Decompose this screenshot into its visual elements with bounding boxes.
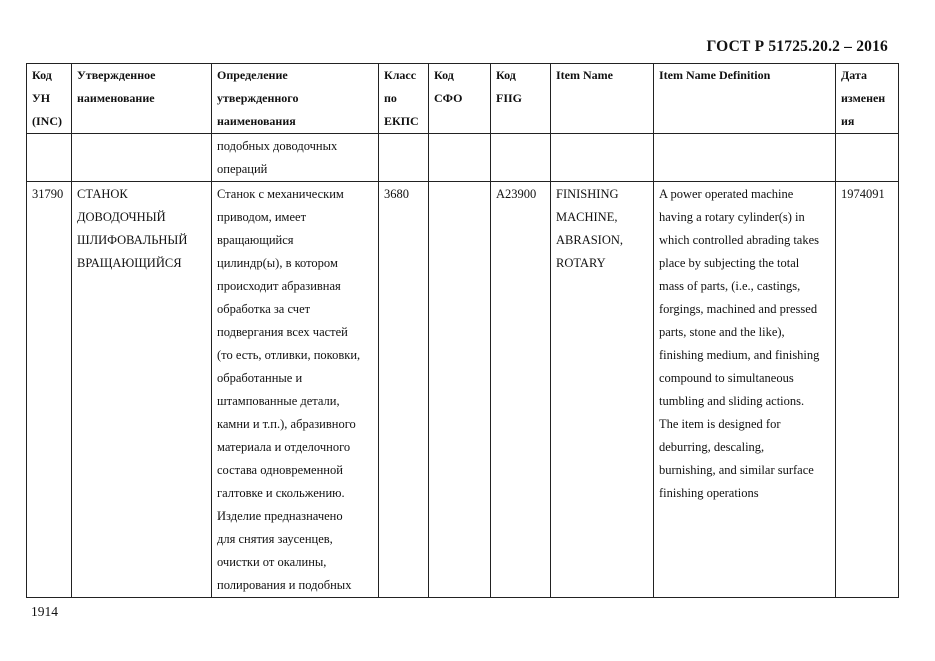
table-header-row xyxy=(27,64,899,134)
cell-empty xyxy=(551,134,654,182)
page-number: 1914 xyxy=(31,604,58,619)
cell-fiig-code: A23900 xyxy=(491,182,551,598)
cell-empty xyxy=(429,134,491,182)
cell-empty xyxy=(379,134,429,182)
cell-sfo-code xyxy=(429,182,491,598)
cell-empty xyxy=(654,134,836,182)
cell-empty xyxy=(836,134,899,182)
document-standard-header: ГОСТ Р 51725.20.2 – 2016 xyxy=(706,38,888,55)
cell-empty xyxy=(491,134,551,182)
header-item-name-definition: Item Name Definition xyxy=(654,64,836,134)
cell-empty xyxy=(72,134,212,182)
header-sfo-code: Код СФО xyxy=(429,64,491,134)
cell-empty xyxy=(27,134,72,182)
header-change-date: Дата изменен ия xyxy=(836,64,899,134)
cell-item-name-definition: A power operated machine having a rotary cylinder(s) in which controlled abrading takes place by subjecting the total mass of parts, (i.e., castings, forgings, machined and pressed parts, stone and the like), finishing medium, and finishing compound to simultaneous tumbling and sliding actions. The item is designed for deburring, descaling, burnishing, and similar surface finishing operations xyxy=(654,182,836,598)
header-ekps-class: Класс по ЕКПС xyxy=(379,64,429,134)
header-approved-name: Утвержденное наименование xyxy=(72,64,212,134)
cell-ekps-class: 3680 xyxy=(379,182,429,598)
header-item-name: Item Name xyxy=(551,64,654,134)
table-row-continuation xyxy=(27,134,899,182)
cell-approved-name: СТАНОК ДОВОДОЧНЫЙ ШЛИФОВАЛЬНЫЙ ВРАЩАЮЩИЙСЯ xyxy=(72,182,212,598)
catalog-table xyxy=(26,63,899,598)
header-inc: Код УН (INC) xyxy=(27,64,72,134)
header-definition: Определение утвержденного наименования xyxy=(212,64,379,134)
cell-item-name: FINISHING MACHINE, ABRASION, ROTARY xyxy=(551,182,654,598)
cell-inc: 31790 xyxy=(27,182,72,598)
table-row xyxy=(27,182,899,598)
header-fiig-code: Код FIIG xyxy=(491,64,551,134)
cell-definition-continuation: подобных доводочных операций xyxy=(212,134,379,182)
cell-definition: Станок с механическим приводом, имеет вращающийся цилиндр(ы), в котором происходит абразивная обработка за счет подвергания всех частей (то есть, отливки, поковки, обработанные и штампованные детали, камни и т.п.), абразивного материала и отделочного состава одновременной галтовке и скольжению. Изделие предназначено для снятия заусенцев, очистки от окалины, полирования и подобных xyxy=(212,182,379,598)
cell-change-date: 1974091 xyxy=(836,182,899,598)
